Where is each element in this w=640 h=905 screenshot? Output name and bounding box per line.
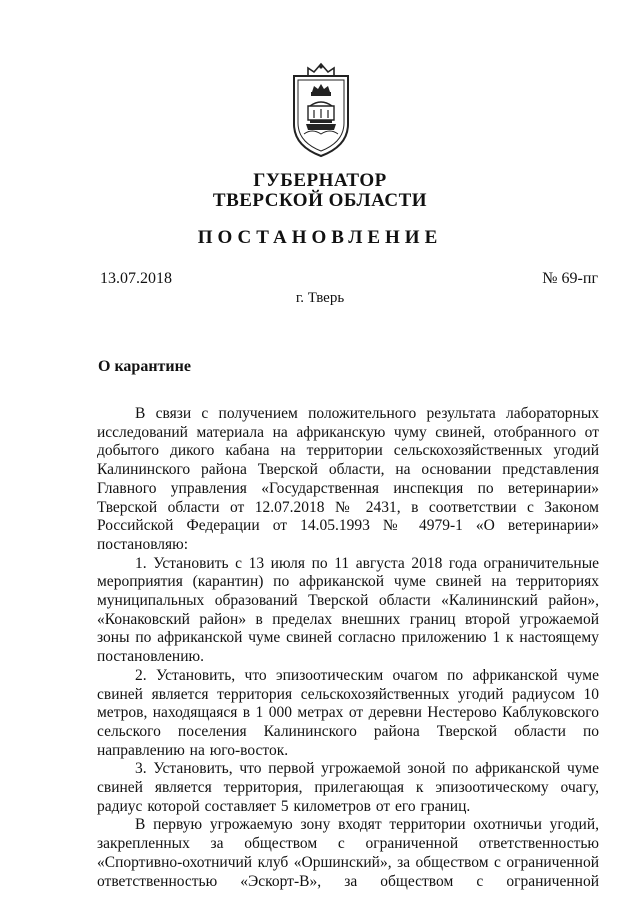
document-date: 13.07.2018 [100,270,172,287]
coat-of-arms-emblem [290,62,352,160]
body-paragraph-3: 3. Установить, что первой угрожаемой зоной по африканской чуме свиней является территория, прилегающая к эпизоотическому очагу, радиус которой составляет 5 километров от его границ. [97,760,599,815]
body-paragraph-1: 1. Установить с 13 июля по 11 августа 2018 года ограничительные мероприятия (карантин) по африканской чуме свиней на территориях муниципальных образований Тверской области «Калининский район», «Конаковский район» в пределах внешних границ второй угрожаемой зоны по африканской чуме свиней согласно приложению 1 к настоящему постановлению. [97,554,599,666]
body-paragraph-preamble: В связи с получением положительного результата лабораторных исследований материала на африканскую чуму свиней, отобранного от добытого дикого кабана на территории сельскохозяйственных угодий Калининского района Тверской области, на основании представления Главного управления «Государственная инспекция по ветеринарии» Тверской области от 12.07.2018 № 2431, в соответствии с Законом Российской Федерации от 14.05.1993 № 4979-1 «О ветеринарии» постановляю: [97,405,599,553]
document-type-heading: ПОСТАНОВЛЕНИЕ [197,227,443,248]
body-paragraph-zone: В первую угрожаемую зону входят территории охотничьи угодий, закрепленных за обществом с ограниченной ответственностью «Спортивно-охотничий клуб «Оршинский», за обществом с ограниченной ответственностью «Эскорт-В», за обществом с ограниченной [97,816,599,890]
body-paragraph-2: 2. Установить, что эпизоотическим очагом по африканской чуме свиней является территория сельскохозяйственных угодий радиусом 10 метров, находящаяся в 1 000 метрах от деревни Нестерово Каблуковского сельского поселения Калининского района Тверской области по направлению на юго-восток. [97,666,599,759]
issuer-title-line1: ГУБЕРНАТОР [253,170,387,191]
issuer-title-line2: ТВЕРСКОЙ ОБЛАСТИ [212,190,428,211]
document-body [97,405,599,891]
document-city: г. Тверь [295,290,345,306]
document-number: № 69-пг [542,270,598,287]
document-subject: О карантине [98,358,191,375]
